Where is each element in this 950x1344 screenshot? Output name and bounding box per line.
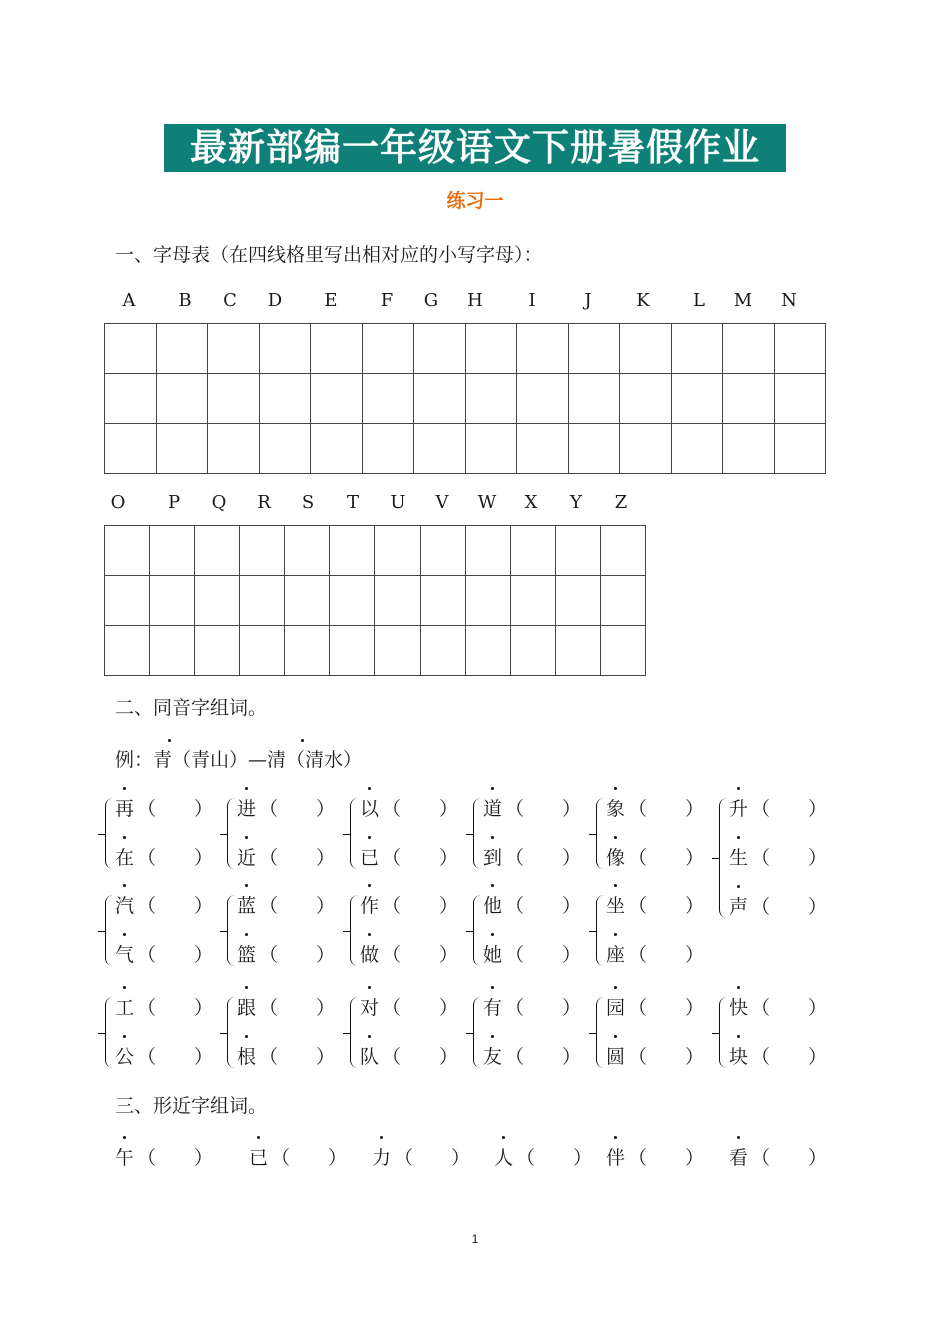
grid-cell[interactable] [568,374,620,424]
grid-cell[interactable] [259,424,311,474]
emphasis-dot [368,787,371,790]
grid-cell[interactable] [375,626,420,676]
emphasis-dot [123,1035,126,1038]
answer-blank[interactable]: （ ） [137,1046,214,1068]
similar-char: 人 [494,1147,514,1169]
curly-brace [473,798,482,869]
grid-cell[interactable] [240,526,285,576]
emphasis-dot [491,884,494,887]
grid-cell[interactable] [555,576,600,626]
alphabet-letter: N [781,290,797,311]
curly-brace [473,997,482,1068]
emphasis-dot [491,1035,494,1038]
homophone-char: 气 [115,944,135,966]
grid-cell[interactable] [723,324,775,374]
curly-brace [350,895,359,966]
alphabet-letter: W [477,492,497,513]
emphasis-dot [245,1035,248,1038]
answer-blank[interactable]: （ ） [751,1046,828,1068]
grid-cell[interactable] [195,576,240,626]
answer-blank[interactable]: （ ） [751,896,828,918]
answer-blank[interactable]: （ ） [382,895,459,917]
alphabet-letter: U [390,492,406,513]
answer-blank[interactable]: （ ） [137,847,214,869]
answer-blank[interactable]: （ ） [382,798,459,820]
curly-brace [473,895,482,966]
emphasis-dot [737,787,740,790]
answer-blank[interactable]: （ ） [382,847,459,869]
grid-cell[interactable] [105,526,150,576]
alphabet-letter: I [528,290,536,311]
homophone-char: 对 [360,997,380,1019]
grid-row [105,626,646,676]
grid-cell[interactable] [465,576,510,626]
grid-cell[interactable] [465,374,517,424]
grid-cell[interactable] [414,424,466,474]
grid-cell[interactable] [671,324,723,374]
answer-blank[interactable]: （ ） [751,798,828,820]
grid-cell[interactable] [555,626,600,676]
emphasis-dot [614,884,617,887]
answer-blank[interactable]: （ ） [751,847,828,869]
similar-char: 看 [729,1147,749,1169]
grid-cell[interactable] [600,526,645,576]
grid-cell[interactable] [105,424,157,474]
alphabet-letter: B [178,290,192,311]
answer-blank[interactable]: （ ） [505,895,582,917]
curly-brace [350,997,359,1068]
grid-cell[interactable] [259,374,311,424]
grid-cell[interactable] [240,626,285,676]
homophone-char: 作 [360,895,380,917]
exercise-subtitle: 练习一 [446,190,504,212]
answer-blank[interactable]: （ ） [628,944,705,966]
grid-cell[interactable] [510,576,555,626]
emphasis-dot [245,884,248,887]
page-title: 最新部编一年级语文下册暑假作业 [164,124,786,172]
section1-heading: 一、字母表（在四线格里写出相对应的小写字母）： [115,244,543,266]
grid-cell[interactable] [774,424,826,474]
emphasis-dot [614,836,617,839]
grid-cell[interactable] [362,324,414,374]
grid-row [105,324,826,374]
answer-blank[interactable]: （ ） [137,1147,214,1169]
alphabet-letter: F [380,290,394,311]
grid-cell[interactable] [517,424,569,474]
answer-blank[interactable]: （ ） [628,847,705,869]
emphasis-dot [491,933,494,936]
grid-cell[interactable] [208,374,260,424]
similar-char: 午 [115,1147,135,1169]
grid-cell[interactable] [105,576,150,626]
emphasis-dot [368,836,371,839]
grid-cell[interactable] [420,526,465,576]
emphasis-dot [123,986,126,989]
alphabet-letter: S [301,492,315,513]
homophone-char: 公 [115,1046,135,1068]
curly-brace [719,798,728,918]
alphabet-letter: O [110,492,126,513]
emphasis-dot [168,739,171,742]
answer-blank[interactable]: （ ） [505,798,582,820]
grid-cell[interactable] [420,626,465,676]
homophone-char: 工 [115,997,135,1019]
grid-cell[interactable] [362,374,414,424]
grid-cell[interactable] [156,324,208,374]
homophone-char: 圆 [606,1046,626,1068]
emphasis-dot [502,1136,505,1139]
emphasis-dot [614,787,617,790]
curly-brace [227,997,236,1068]
homophone-char: 以 [360,798,380,820]
emphasis-dot [257,1136,260,1139]
answer-blank[interactable]: （ ） [271,1147,348,1169]
grid-row [105,374,826,424]
homophone-char: 道 [483,798,503,820]
answer-blank[interactable]: （ ） [137,798,214,820]
grid-cell[interactable] [671,424,723,474]
alphabet-letter: H [467,290,483,311]
curly-brace [227,895,236,966]
curly-brace [719,997,728,1068]
homophone-char: 篮 [237,944,257,966]
grid-cell[interactable] [600,626,645,676]
emphasis-dot [245,933,248,936]
emphasis-dot [614,1035,617,1038]
homophone-char: 进 [237,798,257,820]
answer-blank[interactable]: （ ） [505,847,582,869]
grid-cell[interactable] [208,324,260,374]
grid-cell[interactable] [311,324,363,374]
alphabet-letter: D [267,290,283,311]
answer-blank[interactable]: （ ） [751,1147,828,1169]
grid-cell[interactable] [465,324,517,374]
emphasis-dot [123,884,126,887]
grid-cell[interactable] [375,526,420,576]
grid-cell[interactable] [330,576,375,626]
grid-cell[interactable] [568,324,620,374]
grid-cell[interactable] [330,526,375,576]
emphasis-dot [301,739,304,742]
homophone-char: 有 [483,997,503,1019]
grid-cell[interactable] [465,526,510,576]
homophone-char: 快 [729,997,749,1019]
section3-heading: 三、形近字组词。 [115,1095,268,1117]
homophone-char: 在 [115,847,135,869]
answer-blank[interactable]: （ ） [382,944,459,966]
homophone-char: 升 [729,798,749,820]
grid-row [105,526,646,576]
grid-cell[interactable] [311,374,363,424]
answer-blank[interactable]: （ ） [394,1147,471,1169]
alphabet-letter: A [122,290,136,311]
answer-blank[interactable]: （ ） [751,997,828,1019]
emphasis-dot [491,787,494,790]
grid-row [105,424,826,474]
homophone-char: 蓝 [237,895,257,917]
grid-cell[interactable] [510,526,555,576]
answer-blank[interactable]: （ ） [628,1147,705,1169]
alphabet-letter: M [733,290,753,311]
curly-brace [350,798,359,869]
grid-cell[interactable] [510,626,555,676]
homophone-char: 座 [606,944,626,966]
alphabet-letter: X [524,492,538,513]
answer-blank[interactable]: （ ） [259,895,336,917]
answer-blank[interactable]: （ ） [628,997,705,1019]
homophone-char: 近 [237,847,257,869]
curly-brace [105,798,114,869]
grid-cell[interactable] [517,324,569,374]
answer-blank[interactable]: （ ） [137,944,214,966]
similar-char: 伴 [606,1147,626,1169]
alphabet-letter: J [584,290,592,311]
alphabet-letter: P [167,492,181,513]
grid-cell[interactable] [240,576,285,626]
grid-cell[interactable] [150,626,195,676]
grid-row [105,576,646,626]
answer-blank[interactable]: （ ） [259,944,336,966]
alphabet-letter: V [435,492,449,513]
grid-cell[interactable] [156,424,208,474]
homophone-char: 已 [360,847,380,869]
homophone-char: 她 [483,944,503,966]
homophone-char: 他 [483,895,503,917]
grid-cell[interactable] [105,324,157,374]
grid-cell[interactable] [723,374,775,424]
answer-blank[interactable]: （ ） [259,798,336,820]
answer-blank[interactable]: （ ） [382,1046,459,1068]
grid-cell[interactable] [774,374,826,424]
grid-cell[interactable] [414,374,466,424]
homophone-char: 生 [729,847,749,869]
grid-cell[interactable] [195,526,240,576]
grid-cell[interactable] [362,424,414,474]
homophone-char: 像 [606,847,626,869]
emphasis-dot [737,885,740,888]
emphasis-dot [614,933,617,936]
curly-brace [227,798,236,869]
grid-cell[interactable] [105,374,157,424]
answer-blank[interactable]: （ ） [505,997,582,1019]
curly-brace [596,997,605,1068]
grid-cell[interactable] [285,526,330,576]
emphasis-dot [368,884,371,887]
grid-cell[interactable] [105,626,150,676]
answer-blank[interactable]: （ ） [505,1046,582,1068]
homophone-char: 块 [729,1046,749,1068]
answer-blank[interactable]: （ ） [628,895,705,917]
grid-cell[interactable] [568,424,620,474]
similar-char: 已 [249,1147,269,1169]
grid-cell[interactable] [330,626,375,676]
four-line-grid-1[interactable] [104,323,826,474]
emphasis-dot [368,933,371,936]
emphasis-dot [245,986,248,989]
grid-cell[interactable] [517,374,569,424]
grid-cell[interactable] [774,324,826,374]
answer-blank[interactable]: （ ） [505,944,582,966]
alphabet-letter: E [324,290,338,311]
emphasis-dot [491,986,494,989]
curly-brace [596,895,605,966]
similar-char: 力 [372,1147,392,1169]
grid-cell[interactable] [600,576,645,626]
example-line: 例：青（青山）—清（清水） [115,749,363,771]
answer-blank[interactable]: （ ） [516,1147,593,1169]
grid-cell[interactable] [285,576,330,626]
emphasis-dot [368,986,371,989]
emphasis-dot [123,836,126,839]
grid-cell[interactable] [311,424,363,474]
homophone-char: 再 [115,798,135,820]
emphasis-dot [614,1136,617,1139]
grid-cell[interactable] [375,576,420,626]
alphabet-letter: L [693,290,705,311]
homophone-char: 做 [360,944,380,966]
grid-cell[interactable] [555,526,600,576]
emphasis-dot [123,1136,126,1139]
emphasis-dot [123,787,126,790]
answer-blank[interactable]: （ ） [137,895,214,917]
homophone-char: 声 [729,896,749,918]
emphasis-dot [245,836,248,839]
emphasis-dot [491,836,494,839]
grid-cell[interactable] [620,324,672,374]
answer-blank[interactable]: （ ） [382,997,459,1019]
grid-cell[interactable] [671,374,723,424]
alphabet-letter: C [223,290,237,311]
curly-brace [105,895,114,966]
homophone-char: 友 [483,1046,503,1068]
emphasis-dot [245,787,248,790]
grid-cell[interactable] [723,424,775,474]
four-line-grid-2[interactable] [104,525,646,676]
answer-blank[interactable]: （ ） [628,1046,705,1068]
grid-cell[interactable] [465,424,517,474]
grid-cell[interactable] [465,626,510,676]
section2-heading: 二、同音字组词。 [115,697,268,719]
page-number: 1 [471,1232,479,1246]
homophone-char: 到 [483,847,503,869]
alphabet-letter: Q [211,492,227,513]
alphabet-letter: R [257,492,271,513]
grid-cell[interactable] [150,526,195,576]
emphasis-dot [737,986,740,989]
grid-cell[interactable] [259,324,311,374]
emphasis-dot [737,1035,740,1038]
grid-cell[interactable] [620,374,672,424]
grid-cell[interactable] [420,576,465,626]
answer-blank[interactable]: （ ） [259,847,336,869]
curly-brace [596,798,605,869]
emphasis-dot [737,836,740,839]
alphabet-letter: Z [614,492,628,513]
homophone-char: 坐 [606,895,626,917]
answer-blank[interactable]: （ ） [628,798,705,820]
grid-cell[interactable] [150,576,195,626]
homophone-char: 园 [606,997,626,1019]
emphasis-dot [123,933,126,936]
answer-blank[interactable]: （ ） [259,1046,336,1068]
answer-blank[interactable]: （ ） [137,997,214,1019]
homophone-char: 跟 [237,997,257,1019]
emphasis-dot [614,986,617,989]
alphabet-letter: T [346,492,359,513]
curly-brace [105,997,114,1068]
homophone-char: 象 [606,798,626,820]
grid-cell[interactable] [208,424,260,474]
alphabet-letter: Y [570,492,582,513]
alphabet-letter: G [423,290,439,311]
emphasis-dot [380,1136,383,1139]
homophone-char: 根 [237,1046,257,1068]
homophone-char: 队 [360,1046,380,1068]
answer-blank[interactable]: （ ） [259,997,336,1019]
grid-cell[interactable] [156,374,208,424]
homophone-char: 汽 [115,895,135,917]
grid-cell[interactable] [285,626,330,676]
grid-cell[interactable] [414,324,466,374]
emphasis-dot [737,1136,740,1139]
grid-cell[interactable] [195,626,240,676]
emphasis-dot [368,1035,371,1038]
grid-cell[interactable] [620,424,672,474]
alphabet-letter: K [636,290,650,311]
